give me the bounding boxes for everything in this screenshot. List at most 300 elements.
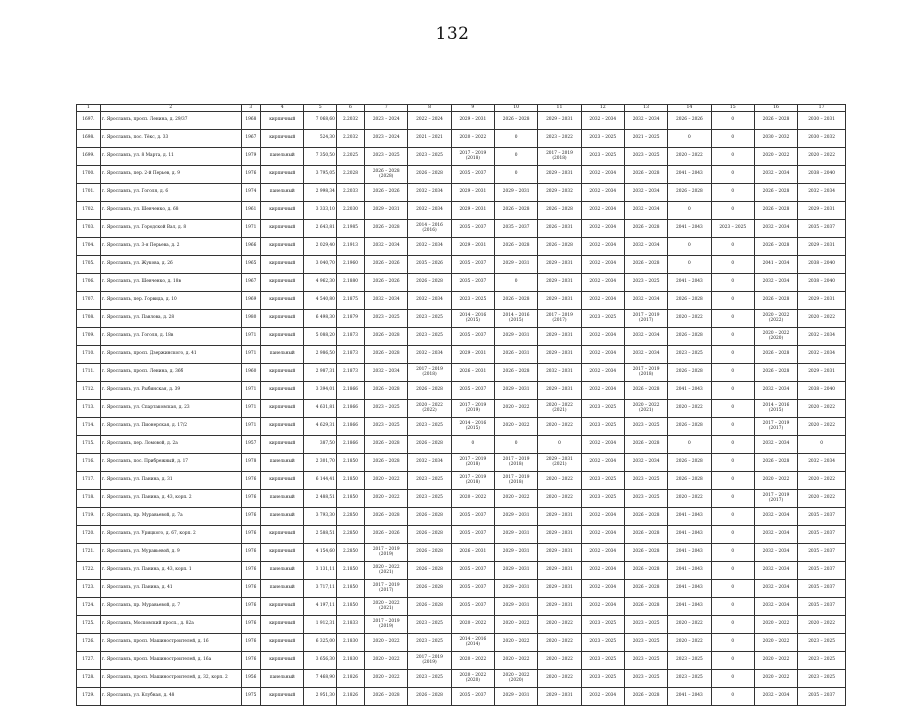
table-cell: 2029 – 2031	[538, 508, 581, 526]
table-cell: 0	[711, 526, 754, 544]
table-cell: 2029 – 2031	[495, 562, 538, 580]
table-cell: 0	[711, 256, 754, 274]
table-cell: 2032 – 2034	[581, 184, 624, 202]
table-cell: 2032 – 2034	[624, 292, 667, 310]
row-number-cell: 1715.	[77, 436, 101, 454]
table-cell: 2026 – 2028	[624, 436, 667, 454]
table-cell: 0	[711, 562, 754, 580]
table-cell: 4 540,80	[304, 292, 336, 310]
table-cell: 2038 – 2040	[798, 166, 846, 184]
table-cell: 2020 – 2022	[538, 472, 581, 490]
table-row	[77, 526, 846, 544]
table-cell: 2026 – 2028	[668, 292, 711, 310]
table-cell: кирпичный	[261, 364, 304, 382]
table-cell: 2.1873	[336, 328, 364, 346]
table-cell: 2023 – 2025	[581, 148, 624, 166]
table-row	[77, 598, 846, 616]
table-cell: 2029 – 2031	[451, 346, 494, 364]
table-cell: кирпичный	[261, 634, 304, 652]
table-cell: 2032 – 2034	[754, 166, 797, 184]
table-cell: 2032 – 2034	[754, 220, 797, 238]
table-cell: 2035 – 2037	[798, 562, 846, 580]
table-row	[77, 652, 846, 670]
address-cell: г. Ярославль, ул. Жукова, д. 26	[100, 256, 241, 274]
row-number-cell: 1724.	[77, 598, 101, 616]
table-cell: 0	[711, 490, 754, 508]
table-cell: 2023 – 2025	[408, 328, 451, 346]
table-cell: 2.1985	[336, 220, 364, 238]
table-cell: 2032 – 2034	[581, 112, 624, 130]
table-cell: 0	[711, 634, 754, 652]
table-row	[77, 328, 846, 346]
table-cell: 2023 – 2025	[581, 310, 624, 328]
table-cell: 4 197,11	[304, 598, 336, 616]
table-cell: 2035 – 2037	[798, 598, 846, 616]
table-cell: кирпичный	[261, 238, 304, 256]
table-cell: 2020 – 2022	[754, 670, 797, 688]
table-cell: 2020 – 2022 (2021)	[624, 400, 667, 418]
table-cell: 2020 – 2022	[495, 490, 538, 508]
table-cell: 2014 – 2016 (2015)	[754, 400, 797, 418]
table-cell: 2032 – 2034	[581, 544, 624, 562]
table-cell: 1967	[241, 130, 260, 148]
table-cell: 2023 – 2025	[624, 418, 667, 436]
table-cell: 2.1826	[336, 688, 364, 706]
table-cell: 0	[495, 166, 538, 184]
table-cell: 2041 – 2043	[668, 688, 711, 706]
table-row	[77, 382, 846, 400]
table-cell: 2020 – 2022	[538, 490, 581, 508]
table-cell: 2029 – 2031	[798, 364, 846, 382]
column-number-cell: 10	[495, 105, 538, 112]
table-cell: 2029 – 2031	[538, 526, 581, 544]
address-cell: г. Ярославль, Московский просп., д. 82а	[100, 616, 241, 634]
table-cell: 2 029,40	[304, 238, 336, 256]
table-cell: 2.2850	[336, 508, 364, 526]
row-number-cell: 1710.	[77, 346, 101, 364]
table-cell: 6 498,30	[304, 310, 336, 328]
table-cell: 2035 – 2037	[451, 220, 494, 238]
table-cell: 0	[711, 346, 754, 364]
table-cell: 1976	[241, 544, 260, 562]
table-cell: панельный	[261, 346, 304, 364]
table-cell: 2029 – 2031	[451, 112, 494, 130]
table-cell: 2026 – 2028	[624, 382, 667, 400]
table-cell: 2026 – 2028	[365, 220, 408, 238]
table-cell: 2035 – 2037	[451, 166, 494, 184]
column-number-cell: 1	[77, 105, 101, 112]
table-cell: 2029 – 2031 (2021)	[538, 454, 581, 472]
table-row	[77, 436, 846, 454]
table-cell: 2.2033	[336, 184, 364, 202]
table-cell: 2020 – 2022 (2022)	[408, 400, 451, 418]
table-cell: 2026 – 2028	[624, 256, 667, 274]
table-cell: 2.1913	[336, 238, 364, 256]
table-cell: 2029 – 2031	[451, 202, 494, 220]
table-cell: 2.1850	[336, 562, 364, 580]
table-cell: 2014 – 2016 (2015)	[451, 310, 494, 328]
table-cell: 0	[711, 418, 754, 436]
table-cell: 2.2025	[336, 148, 364, 166]
table-cell: 1976	[241, 580, 260, 598]
table-cell: 2017 – 2019 (2017)	[538, 310, 581, 328]
table-cell: 1976	[241, 598, 260, 616]
table-cell: 2.1826	[336, 670, 364, 688]
table-cell: 0	[711, 436, 754, 454]
address-cell: г. Ярославль, пер. 2-й Перьев, д. 9	[100, 166, 241, 184]
table-cell: 524,30	[304, 130, 336, 148]
row-number-cell: 1705.	[77, 256, 101, 274]
table-cell: 2020 – 2022	[754, 148, 797, 166]
column-number-cell: 9	[451, 105, 494, 112]
table-cell: 2041 – 2043	[668, 526, 711, 544]
table-cell: 2032 – 2034	[624, 328, 667, 346]
row-number-cell: 1699.	[77, 148, 101, 166]
table-cell: 2026 – 2028	[668, 454, 711, 472]
row-number-cell: 1707.	[77, 292, 101, 310]
table-cell: 2032 – 2034	[798, 346, 846, 364]
table-row	[77, 256, 846, 274]
table-cell: 2035 – 2037	[451, 508, 494, 526]
address-cell: г. Ярославль, просп. Дзержинского, д. 41	[100, 346, 241, 364]
table-cell: 1976	[241, 616, 260, 634]
table-cell: 2020 – 2022	[451, 490, 494, 508]
table-cell: 0	[711, 472, 754, 490]
table-cell: 0	[668, 436, 711, 454]
address-cell: г. Ярославль, ул. 3-я Перьева, д. 2	[100, 238, 241, 256]
table-cell: 1976	[241, 526, 260, 544]
column-number-cell: 2	[100, 105, 241, 112]
table-row	[77, 688, 846, 706]
address-cell: г. Ярославль, ул. Рыбинская, д. 39	[100, 382, 241, 400]
table-cell: 3 131,11	[304, 562, 336, 580]
address-cell: г. Ярославль, ул. Панина, д. 31	[100, 472, 241, 490]
table-cell: 3 793,30	[304, 508, 336, 526]
table-cell: 2029 – 2031	[538, 112, 581, 130]
table-cell: 2020 – 2022	[754, 652, 797, 670]
table-cell: 2029 – 2031	[451, 238, 494, 256]
table-cell: 2029 – 2031	[495, 508, 538, 526]
table-cell: 2035 – 2037	[495, 220, 538, 238]
table-cell: 2.1873	[336, 346, 364, 364]
table-cell: 0	[711, 310, 754, 328]
table-cell: 2026 – 2028	[624, 220, 667, 238]
table-cell: 2026 – 2028	[495, 112, 538, 130]
table-cell: 2029 – 2031	[365, 202, 408, 220]
row-number-cell: 1706.	[77, 274, 101, 292]
table-cell: 2032 – 2034	[754, 274, 797, 292]
table-cell: 2026 – 2028	[495, 364, 538, 382]
table-cell: 2023 – 2025	[581, 472, 624, 490]
table-cell: 0	[711, 202, 754, 220]
table-cell: 2026 – 2026	[365, 256, 408, 274]
table-cell: 0	[495, 274, 538, 292]
table-cell: 2035 – 2037	[451, 328, 494, 346]
table-cell: 2020 – 2022 (2022)	[754, 310, 797, 328]
table-cell: 2035 – 2037	[798, 544, 846, 562]
table-cell: 2026 – 2028	[538, 202, 581, 220]
table-cell: 1976	[241, 634, 260, 652]
table-cell: 2026 – 2028	[624, 688, 667, 706]
address-cell: г. Ярославль, ул. Пионерская, д. 17/2	[100, 418, 241, 436]
table-cell: 2023 – 2025	[365, 400, 408, 418]
table-cell: 2026 – 2028	[495, 202, 538, 220]
table-cell: 0	[495, 436, 538, 454]
table-cell: 2020 – 2022	[495, 400, 538, 418]
table-cell: 2029 – 2031	[538, 562, 581, 580]
column-number-cell: 17	[798, 105, 846, 112]
table-cell: 2023 – 2024	[365, 112, 408, 130]
table-cell: 2026 – 2026	[365, 184, 408, 202]
table-cell: 2.2030	[336, 202, 364, 220]
table-cell: 2035 – 2037	[798, 220, 846, 238]
table-cell: 0	[711, 112, 754, 130]
table-cell: 2023 – 2025	[451, 292, 494, 310]
table-cell: 2020 – 2022	[754, 472, 797, 490]
table-cell: 2035 – 2037	[451, 526, 494, 544]
table-cell: 2023 – 2025	[408, 490, 451, 508]
table-cell: 0	[668, 256, 711, 274]
table-cell: 2029 – 2031	[495, 382, 538, 400]
table-cell: 0	[711, 454, 754, 472]
table-cell: 2.2850	[336, 526, 364, 544]
table-cell: 2032 – 2034	[581, 166, 624, 184]
table-cell: 2032 – 2034	[581, 598, 624, 616]
table-cell: 2026 – 2031	[451, 364, 494, 382]
table-cell: 2032 – 2034	[581, 202, 624, 220]
table-cell: 2032 – 2034	[624, 454, 667, 472]
table-cell: 2.1850	[336, 472, 364, 490]
table-cell: 2032 – 2034	[581, 220, 624, 238]
address-cell: г. Ярославль, ул. Гоголя, д. 18в	[100, 328, 241, 346]
table-cell: 2023 – 2025	[408, 148, 451, 166]
table-cell: 2014 – 2016 (2015)	[451, 418, 494, 436]
table-row	[77, 490, 846, 508]
table-cell: 2026 – 2028	[408, 526, 451, 544]
address-cell: г. Ярославль, просп. Машиностроителей, д. 16	[100, 634, 241, 652]
table-cell: 2020 – 2022	[451, 130, 494, 148]
table-cell: кирпичный	[261, 112, 304, 130]
table-cell: 2032 – 2034	[581, 328, 624, 346]
table-cell: 1980	[241, 310, 260, 328]
table-cell: 2023 – 2025	[624, 616, 667, 634]
address-cell: г. Ярославль, просп. Машиностроителей, д. 16а	[100, 652, 241, 670]
table-cell: 2029 – 2031	[495, 688, 538, 706]
table-cell: 2014 – 2016 (2016)	[408, 220, 451, 238]
table-cell: 2026 – 2028	[408, 580, 451, 598]
table-cell: 1971	[241, 346, 260, 364]
table-cell: 2020 – 2022	[668, 400, 711, 418]
table-cell: 3 717,11	[304, 580, 336, 598]
table-cell: 1976	[241, 508, 260, 526]
table-cell: 2032 – 2034	[754, 688, 797, 706]
table-cell: 2017 – 2019 (2019)	[365, 544, 408, 562]
table-cell: 2026 – 2028	[408, 436, 451, 454]
table-cell: 2029 – 2031	[495, 256, 538, 274]
table-cell: 2029 – 2031	[538, 382, 581, 400]
table-row	[77, 418, 846, 436]
table-cell: 0	[711, 580, 754, 598]
table-cell: панельный	[261, 148, 304, 166]
table-cell: 2023 – 2025	[365, 310, 408, 328]
table-cell: 1976	[241, 166, 260, 184]
table-cell: 2032 – 2034	[408, 346, 451, 364]
table-cell: 2032 – 2034	[408, 454, 451, 472]
table-cell: 2041 – 2043	[668, 166, 711, 184]
table-cell: 2.1879	[336, 310, 364, 328]
table-cell: 2026 – 2028	[365, 346, 408, 364]
table-cell: 387,50	[304, 436, 336, 454]
column-number-cell: 16	[754, 105, 797, 112]
table-cell: 1957	[241, 436, 260, 454]
table-cell: 2017 – 2019 (2018)	[408, 364, 451, 382]
table-cell: 0	[711, 148, 754, 166]
column-number-cell: 8	[408, 105, 451, 112]
table-cell: 0	[711, 400, 754, 418]
table-cell: 2017 – 2019 (2017)	[754, 418, 797, 436]
table-cell: 2023 – 2025	[581, 130, 624, 148]
table-cell: 2026 – 2028	[365, 508, 408, 526]
table-cell: 2032 – 2034	[408, 202, 451, 220]
table-cell: 1976	[241, 562, 260, 580]
table-cell: 2032 – 2034	[581, 562, 624, 580]
table-cell: 2029 – 2031	[495, 184, 538, 202]
table-row	[77, 184, 846, 202]
address-cell: г. Ярославль, ул. Гоголя, д. 6	[100, 184, 241, 202]
table-cell: 2029 – 2031	[495, 328, 538, 346]
table-cell: 2017 – 2019 (2018)	[495, 472, 538, 490]
row-number-cell: 1704.	[77, 238, 101, 256]
table-cell: кирпичный	[261, 652, 304, 670]
table-cell: кирпичный	[261, 220, 304, 238]
address-cell: г. Ярославль, ул. Панина, д. 41	[100, 580, 241, 598]
table-cell: 2.1866	[336, 382, 364, 400]
table-cell: 2029 – 2031	[798, 202, 846, 220]
table-row	[77, 130, 846, 148]
table-cell: 2020 – 2022 (2020)	[451, 670, 494, 688]
table-cell: 0	[538, 436, 581, 454]
table-cell: 0	[668, 130, 711, 148]
table-cell: 2023 – 2025	[408, 310, 451, 328]
address-cell: г. Ярославль, ул. Павлова, д. 28	[100, 310, 241, 328]
table-cell: 2020 – 2022	[668, 634, 711, 652]
table-cell: 1974	[241, 184, 260, 202]
row-number-cell: 1720.	[77, 526, 101, 544]
table-cell: 2026 – 2028	[365, 688, 408, 706]
table-cell: 4 154,60	[304, 544, 336, 562]
table-cell: 2.1850	[336, 454, 364, 472]
table-cell: кирпичный	[261, 202, 304, 220]
page-number: 132	[435, 24, 470, 44]
table-cell: 2021 – 2025	[624, 130, 667, 148]
table-cell: 2026 – 2028	[754, 184, 797, 202]
table-cell: 7 068,60	[304, 112, 336, 130]
row-number-cell: 1726.	[77, 634, 101, 652]
table-cell: 2026 – 2028	[624, 508, 667, 526]
table-cell: 2041 – 2043	[668, 544, 711, 562]
table-cell: 0	[711, 670, 754, 688]
table-cell: 2032 – 2034	[581, 508, 624, 526]
table-cell: 2017 – 2019 (2019)	[408, 652, 451, 670]
table-cell: 2026 – 2028	[408, 508, 451, 526]
table-cell: 2030 – 2032	[754, 130, 797, 148]
table-cell: кирпичный	[261, 310, 304, 328]
table-cell: 2035 – 2037	[798, 688, 846, 706]
table-cell: 2023 – 2024	[365, 130, 408, 148]
table-cell: 2032 – 2034	[581, 292, 624, 310]
table-cell: 2023 – 2025	[581, 634, 624, 652]
table-cell: 2020 – 2022 (2021)	[538, 400, 581, 418]
table-cell: 2.1830	[336, 652, 364, 670]
table-cell: 2020 – 2022	[798, 616, 846, 634]
table-cell: 2029 – 2031	[538, 328, 581, 346]
table-cell: 2032 – 2034	[581, 454, 624, 472]
table-cell: 2020 – 2022 (2021)	[365, 598, 408, 616]
address-cell: г. Ярославль, просп. Машиностроителей, д. 32, корп. 2	[100, 670, 241, 688]
table-cell: кирпичный	[261, 418, 304, 436]
table-cell: 2029 – 2031	[538, 580, 581, 598]
table-cell: 4 631,81	[304, 400, 336, 418]
row-number-cell: 1713.	[77, 400, 101, 418]
table-cell: 2023 – 2025	[624, 274, 667, 292]
table-cell: 2026 – 2028	[668, 328, 711, 346]
table-cell: 1960	[241, 364, 260, 382]
table-cell: 2020 – 2022	[668, 616, 711, 634]
table-row	[77, 580, 846, 598]
table-cell: 2026 – 2026	[365, 274, 408, 292]
table-cell: 2035 – 2026	[408, 256, 451, 274]
table-cell: 2026 – 2026	[365, 526, 408, 544]
row-number-cell: 1729.	[77, 688, 101, 706]
table-cell: 2020 – 2022	[538, 634, 581, 652]
table-cell: 2020 – 2022	[495, 616, 538, 634]
row-number-cell: 1697.	[77, 112, 101, 130]
row-number-cell: 1718.	[77, 490, 101, 508]
table-cell: кирпичный	[261, 598, 304, 616]
table-cell: кирпичный	[261, 616, 304, 634]
table-cell: 0	[711, 166, 754, 184]
table-row	[77, 166, 846, 184]
table-row	[77, 346, 846, 364]
row-number-cell: 1716.	[77, 454, 101, 472]
table-cell: 2032 – 2034	[408, 238, 451, 256]
table-cell: кирпичный	[261, 166, 304, 184]
table-cell: 2026 – 2028	[754, 112, 797, 130]
table-cell: 2020 – 2022	[451, 652, 494, 670]
table-cell: 1966	[241, 238, 260, 256]
table-cell: 0	[711, 364, 754, 382]
table-cell: 1971	[241, 328, 260, 346]
table-cell: 2035 – 2037	[451, 382, 494, 400]
row-number-cell: 1698.	[77, 130, 101, 148]
table-cell: 3 656,30	[304, 652, 336, 670]
table-cell: 1976	[241, 652, 260, 670]
table-cell: 2032 – 2034	[581, 580, 624, 598]
table-cell: 2026 – 2028	[754, 292, 797, 310]
table-cell: 0	[711, 652, 754, 670]
table-cell: 1965	[241, 256, 260, 274]
table-cell: 2017 – 2019 (2018)	[451, 454, 494, 472]
table-cell: 2023 – 2025	[711, 220, 754, 238]
table-cell: 2020 – 2022	[495, 634, 538, 652]
table-cell: 2026 – 2028	[408, 544, 451, 562]
table-cell: 2026 – 2028	[754, 346, 797, 364]
table-cell: 2026 – 2028	[668, 418, 711, 436]
table-cell: 2.1833	[336, 616, 364, 634]
table-cell: 2026 – 2028	[754, 454, 797, 472]
table-cell: 2032 – 2034	[754, 526, 797, 544]
table-cell: 2017 – 2019 (2019)	[365, 616, 408, 634]
